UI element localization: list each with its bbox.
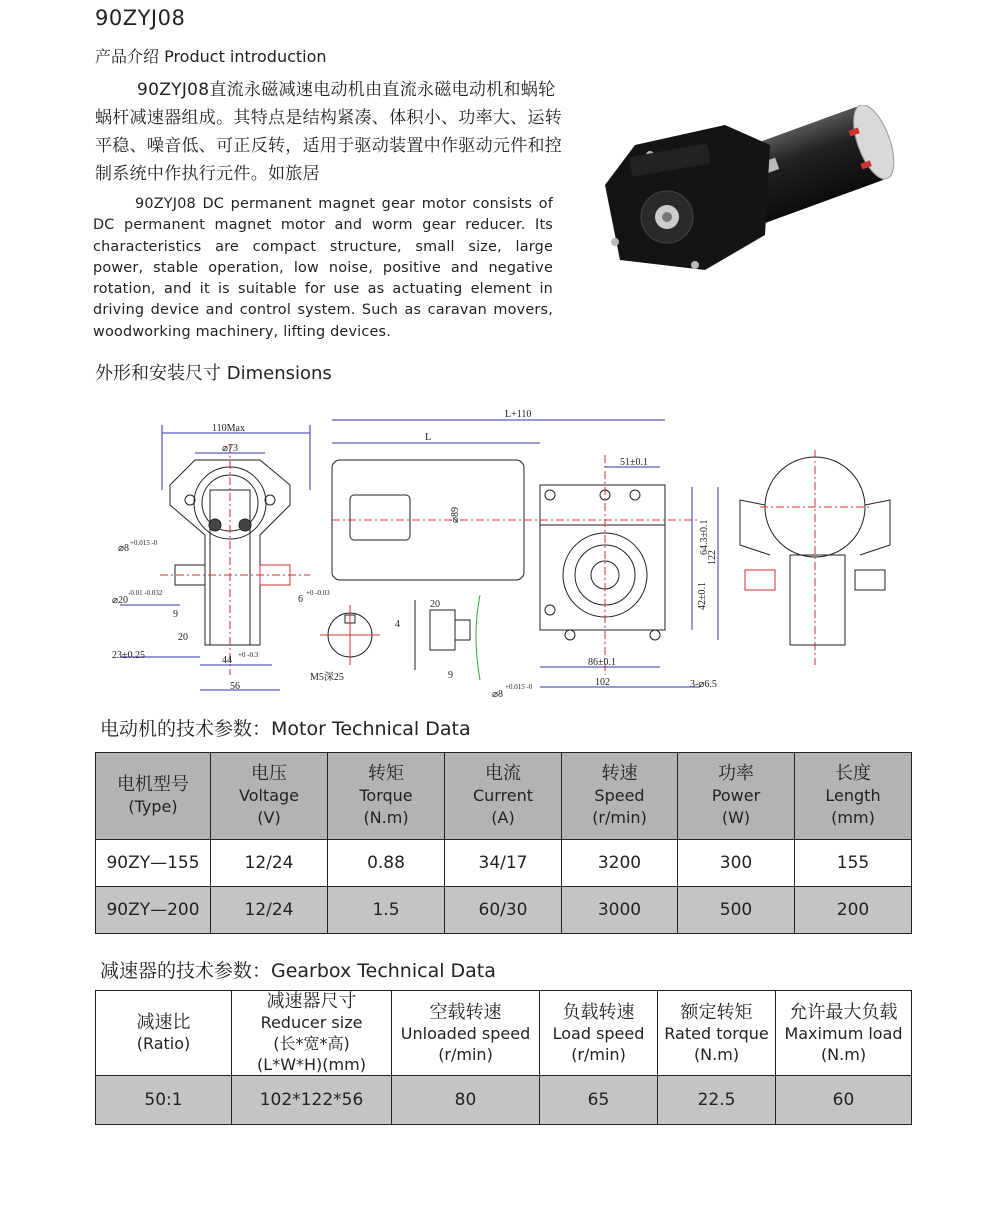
dim-m5: M5深25: [310, 672, 344, 683]
header-cell-max-load: 允许最大负载 Maximum load (N.m): [776, 991, 912, 1076]
page-title: 90ZYJ08: [95, 6, 186, 30]
table-header-row: [96, 753, 912, 840]
table-cell: 0.88: [328, 840, 445, 887]
dim-89: ⌀89: [450, 506, 461, 523]
header-cell-voltage: 电压 Voltage (V): [211, 753, 328, 840]
dim-9b: 9: [448, 670, 453, 681]
dim-8b: ⌀8: [492, 689, 504, 700]
dim-23: 23±0.25: [112, 650, 145, 661]
table-cell: 60/30: [445, 887, 562, 934]
table-cell: 12/24: [211, 840, 328, 887]
dim-110max: 110Max: [212, 423, 245, 434]
dim-3-holes: 3-⌀6.5: [690, 679, 717, 690]
table-cell: 90ZY—155: [96, 840, 211, 887]
dimensions-heading: 外形和安装尺寸 Dimensions: [95, 363, 332, 384]
header-cell-reducer-size: 减速器尺寸 Reducer size (长*宽*高) (L*W*H)(mm): [232, 991, 392, 1076]
table-cell: 1.5: [328, 887, 445, 934]
gearbox-data-table: [95, 990, 912, 1125]
table-cell: 65: [540, 1076, 658, 1125]
dim-6: 6: [298, 594, 303, 605]
product-photo: [595, 105, 925, 285]
dim-9: 9: [173, 609, 178, 620]
gearbox-housing: [605, 125, 770, 270]
dim-51: 51±0.1: [620, 457, 648, 468]
table-cell: 102*122*56: [232, 1076, 392, 1125]
header-cell-unloaded-speed: 空载转速 Unloaded speed (r/min): [392, 991, 540, 1076]
motor-end-view: [740, 450, 890, 665]
gearbox-data-heading: 减速器的技术参数：Gearbox Technical Data: [100, 960, 496, 982]
intro-chinese-paragraph: 90ZYJ08直流永磁减速电动机由直流永磁电动机和蜗轮蜗杆减速器组成。其特点是结构紧凑、体积小、功率大、运转平稳、噪音低、可正反转，适用于驱动装置中作驱动元件和控制系统中作执行元件。如旅居: [95, 80, 563, 184]
intro-heading: 产品介绍 Product introduction: [95, 47, 327, 66]
table-cell: 60: [776, 1076, 912, 1125]
dim-56: 56: [230, 681, 240, 692]
dim-8b-tol: +0.015 -0: [505, 683, 533, 691]
dimension-drawing: [100, 395, 900, 705]
motor-side-view: [332, 420, 718, 687]
dim-86: 86±0.1: [588, 657, 616, 668]
dim-20: ⌀20: [112, 595, 129, 606]
table-cell: 155: [795, 840, 912, 887]
dim-44-tol: +0 -0.3: [238, 651, 259, 659]
header-cell-torque: 转矩 Torque (N.m): [328, 753, 445, 840]
header-cell-length: 长度 Length (mm): [795, 753, 912, 840]
table-cell: 34/17: [445, 840, 562, 887]
header-cell-ratio: 减速比 (Ratio): [96, 991, 232, 1076]
table-cell: 300: [678, 840, 795, 887]
header-cell-rated-torque: 额定转矩 Rated torque (N.m): [658, 991, 776, 1076]
header-cell-current: 电流 Current (A): [445, 753, 562, 840]
dim-20-tol: -0.01 -0.032: [128, 589, 163, 597]
table-cell: 22.5: [658, 1076, 776, 1125]
dim-20c: 20: [430, 599, 440, 610]
dim-20b: 20: [178, 632, 188, 643]
table-row: [96, 887, 912, 934]
table-cell: 12/24: [211, 887, 328, 934]
dim-44: 44: [222, 655, 232, 666]
dim-l110: L+110: [505, 409, 532, 420]
dim-122: 122: [707, 550, 718, 565]
dim-73: ⌀73: [222, 443, 239, 454]
header-cell-power: 功率 Power (W): [678, 753, 795, 840]
table-cell: 80: [392, 1076, 540, 1125]
dim-102: 102: [595, 677, 610, 688]
table-cell: 3000: [562, 887, 678, 934]
table-cell: 3200: [562, 840, 678, 887]
dim-64: 64.3±0.1: [699, 519, 710, 555]
gearbox-front-view: [120, 425, 310, 690]
table-row: [96, 840, 912, 887]
table-row: [96, 1076, 912, 1125]
dim-8-tol: +0.015 -0: [130, 539, 158, 547]
motor-data-table: [95, 752, 912, 934]
header-cell-load-speed: 负载转速 Load speed (r/min): [540, 991, 658, 1076]
table-header-row: [96, 991, 912, 1076]
dim-6-tol: +0 -0.03: [306, 589, 330, 597]
shaft-section-detail: [320, 595, 480, 680]
dim-4: 4: [395, 619, 400, 630]
header-cell-speed: 转速 Speed (r/min): [562, 753, 678, 840]
dim-l: L: [425, 432, 432, 443]
table-cell: 50:1: [96, 1076, 232, 1125]
intro-english-paragraph: 90ZYJ08 DC permanent magnet gear motor consists of DC permanent magnet motor and worm gear reducer. Its characteristics are compact structure, small size, large power, stable operation, low noise, positive and negative rotation, and it is suitable for use as actuating element in driving device and control system. Such as caravan movers, woodworking machinery, lifting devices.: [93, 196, 553, 340]
dim-42: 42±0.1: [697, 582, 708, 610]
header-cell-type: 电机型号 (Type): [96, 753, 211, 840]
dim-8: ⌀8: [118, 543, 130, 554]
motor-data-heading: 电动机的技术参数：Motor Technical Data: [100, 718, 471, 740]
table-cell: 200: [795, 887, 912, 934]
table-cell: 90ZY—200: [96, 887, 211, 934]
table-cell: 500: [678, 887, 795, 934]
